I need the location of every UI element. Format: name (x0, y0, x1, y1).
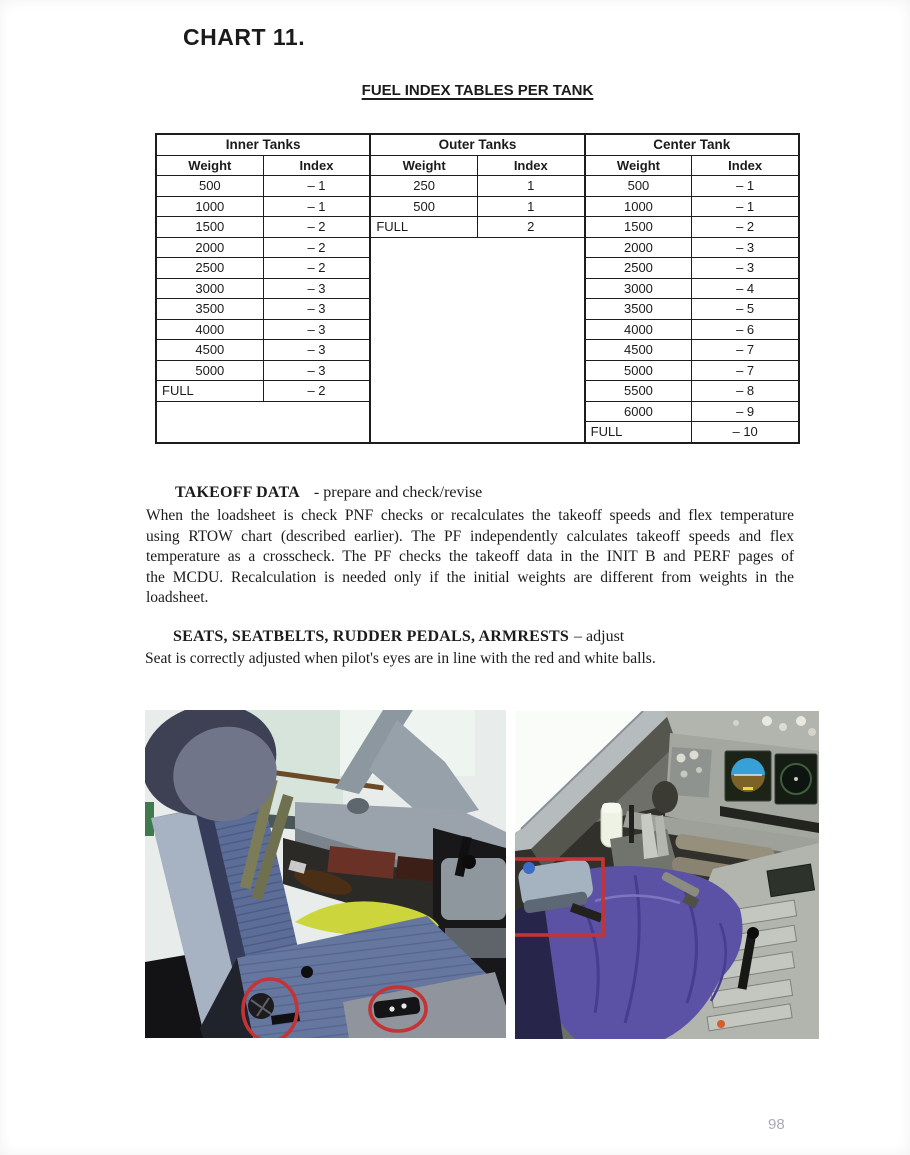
index-cell: – 9 (692, 401, 799, 422)
index-cell: – 8 (692, 381, 799, 402)
index-cell: – 3 (692, 258, 799, 279)
weight-cell: 2500 (156, 258, 263, 279)
cockpit-seat-photo (515, 711, 819, 1039)
index-cell: – 10 (692, 422, 799, 443)
weight-cell: 6000 (585, 401, 692, 422)
weight-cell: 5500 (585, 381, 692, 402)
seats-heading-suffix: – adjust (574, 628, 625, 645)
index-cell: – 1 (263, 176, 370, 197)
weight-cell: 5000 (156, 360, 263, 381)
index-cell: – 3 (263, 278, 370, 299)
column-header: Weight (585, 155, 692, 176)
column-header: Index (263, 155, 370, 176)
index-cell: – 3 (263, 340, 370, 361)
weight-cell: 1500 (156, 217, 263, 238)
index-cell: – 7 (692, 340, 799, 361)
index-cell: 1 (477, 176, 584, 197)
weight-cell: 500 (370, 196, 477, 217)
weight-cell: 2000 (585, 237, 692, 258)
weight-cell: 2500 (585, 258, 692, 279)
table-row (156, 217, 799, 238)
column-header: Weight (370, 155, 477, 176)
weight-cell: 3500 (156, 299, 263, 320)
index-cell: – 4 (692, 278, 799, 299)
index-cell: – 2 (692, 217, 799, 238)
column-header: Weight (156, 155, 263, 176)
index-cell: – 2 (263, 237, 370, 258)
takeoff-data-paragraph: When the loadsheet is check PNF checks or recalculates the takeoff speeds and flex temperature using RTOW chart (described earlier). The PF independently calculates takeoff speeds and flex temperature as a crosscheck. The PF checks the takeoff data in the INIT B and PERF pages of the MCDU. Recalculation is needed only if the initial weights are different from weights in the loadsheet. (146, 507, 794, 607)
index-cell: – 6 (692, 319, 799, 340)
table-row (156, 237, 799, 258)
weight-cell: FULL (156, 381, 263, 402)
index-cell: – 3 (692, 237, 799, 258)
weight-cell: 500 (585, 176, 692, 197)
tank-group-header: Center Tank (585, 134, 799, 155)
weight-cell: 4500 (156, 340, 263, 361)
weight-cell: 3500 (585, 299, 692, 320)
seats-paragraph: Seat is correctly adjusted when pilot's eyes are in line with the red and white balls. (145, 650, 656, 667)
page-title: CHART 11. (183, 24, 306, 50)
blank-cell (156, 401, 370, 443)
weight-cell: 5000 (585, 360, 692, 381)
weight-cell: 500 (156, 176, 263, 197)
seats-heading (173, 628, 624, 646)
nd-display (775, 754, 817, 804)
index-cell: – 2 (263, 217, 370, 238)
fuel-index-table (155, 133, 800, 444)
column-header: Index (477, 155, 584, 176)
index-cell: – 2 (263, 381, 370, 402)
index-cell: – 3 (263, 319, 370, 340)
pfd-display (725, 751, 771, 801)
weight-cell: 1000 (585, 196, 692, 217)
weight-cell: 4000 (156, 319, 263, 340)
takeoff-data-heading-suffix: - prepare and check/revise (313, 484, 483, 501)
weight-cell: 2000 (156, 237, 263, 258)
pilot-seat-photo (145, 710, 506, 1038)
table-row (156, 196, 799, 217)
takeoff-data-heading (175, 484, 482, 502)
index-cell: – 1 (263, 196, 370, 217)
blank-cell (370, 237, 584, 443)
takeoff-data-heading-bold: TAKEOFF DATA (175, 484, 300, 501)
tank-group-header: Outer Tanks (370, 134, 584, 155)
index-cell: 1 (477, 196, 584, 217)
weight-cell: 1500 (585, 217, 692, 238)
weight-cell: 4500 (585, 340, 692, 361)
index-cell: – 7 (692, 360, 799, 381)
index-cell: – 1 (692, 196, 799, 217)
table-row (156, 176, 799, 197)
index-cell: – 5 (692, 299, 799, 320)
index-cell: – 3 (263, 299, 370, 320)
page-number: 98 (768, 1116, 785, 1133)
weight-cell: 3000 (156, 278, 263, 299)
weight-cell: FULL (585, 422, 692, 443)
tank-group-header: Inner Tanks (156, 134, 370, 155)
weight-cell: FULL (370, 217, 477, 238)
index-cell: 2 (477, 217, 584, 238)
index-cell: – 3 (263, 360, 370, 381)
weight-cell: 250 (370, 176, 477, 197)
index-cell: – 2 (263, 258, 370, 279)
fuel-table-title: FUEL INDEX TABLES PER TANK (361, 82, 594, 99)
weight-cell: 1000 (156, 196, 263, 217)
weight-cell: 4000 (585, 319, 692, 340)
seats-heading-bold: SEATS, SEATBELTS, RUDDER PEDALS, ARMRESTS (173, 628, 570, 645)
weight-cell: 3000 (585, 278, 692, 299)
column-header: Index (692, 155, 799, 176)
index-cell: – 1 (692, 176, 799, 197)
